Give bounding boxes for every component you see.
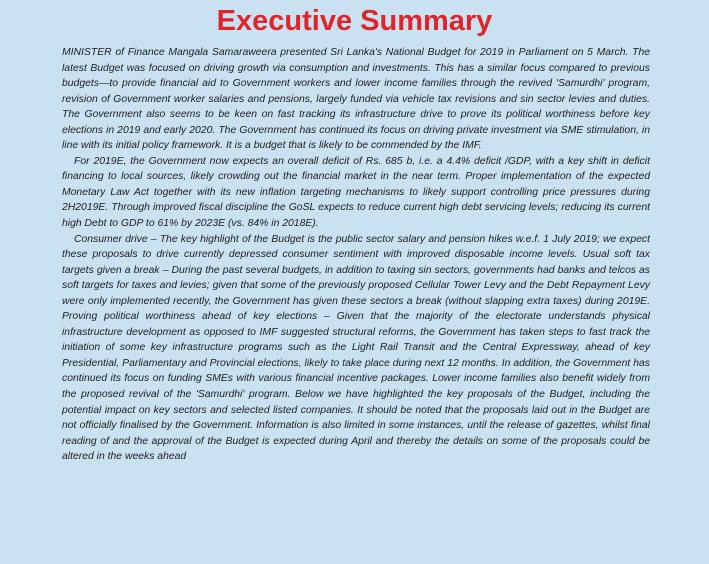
- summary-body: [62, 45, 650, 465]
- paragraph-intro: MINISTER of Finance Mangala Samaraweera presented Sri Lanka's National Budget for 2019 in Parliament on 5 March. The latest Budget was focused on driving growth via consumption and investments. This has a similar focus compared to previous budgets—to provide financial aid to Government workers and lower income families through the revived 'Samurdhi' program, revision of Government worker salaries and pensions, largely funded via vehicle tax revisions and sin sector levies and duties. The Government also seems to be keen on fast tracking its infrastructure drive to prove its political worthiness before key elections in 2019 and early 2020. The Government has continued its focus on driving private investment via SME stimulation, in line with its initial policy framework. It is a budget that is likely to be commended by the IMF.: [62, 47, 650, 152]
- paragraph-consumer-drive: Consumer drive – The key highlight of the Budget is the public sector salary and pension hikes w.e.f. 1 July 2019; we expect these proposals to drive currently depressed consumer sentiment with improved disposable income levels. Usual soft tax targets given a break – During the past several budgets, in addition to taxing sin sectors, governments had banks and telcos as soft targets for taxes and levies; given that some of the previously proposed Cellular Tower Levy and the Debt Repayment Levy were only implemented recently, the Government has given these sectors a break (without slapping extra taxes) during 2019E. Proving political worthiness ahead of key elections – Given that the majority of the electorate understands physical infrastructure development as opposed to IMF suggested structural reforms, the Government has taken steps to fast track the initiation of some key infrastructure programs such as the Light Rail Transit and the Central Expressway, ahead of key Presidential, Parliamentary and Provincial elections, likely to take place during next 12 months. In addition, the Government has continued its focus on funding SMEs with various financial incentive packages. Lower income families also benefit widely from the proposed revival of the 'Samurdhi' program. Below we have highlighted the key proposals of the Budget, including the potential impact on key sectors and selected listed companies. It should be noted that the proposals laid out in the Budget are not officially finalised by the Government. Information is also limited in some instances, until the release of gazettes, whilst final reading of and the approval of the Budget is expected during April and thereby the details on some of the proposals could be altered in the weeks ahead: [62, 233, 650, 463]
- page-title: Executive Summary: [216, 5, 493, 37]
- paragraph-deficit: For 2019E, the Government now expects an overall deficit of Rs. 685 b, i.e. a 4.4% deficit /GDP, with a key shift in deficit financing to local sources, likely crowding out the financial market in the near term. Proper implementation of the expected Monetary Law Act together with its new inflation targeting mechanisms to likely support controlling price pressures during 2H2019E. Through improved fiscal discipline the GoSL expects to reduce current high debt servicing levels; reducing its current high Debt to GDP to 61% by 2023E (vs. 84% in 2018E).: [62, 155, 650, 230]
